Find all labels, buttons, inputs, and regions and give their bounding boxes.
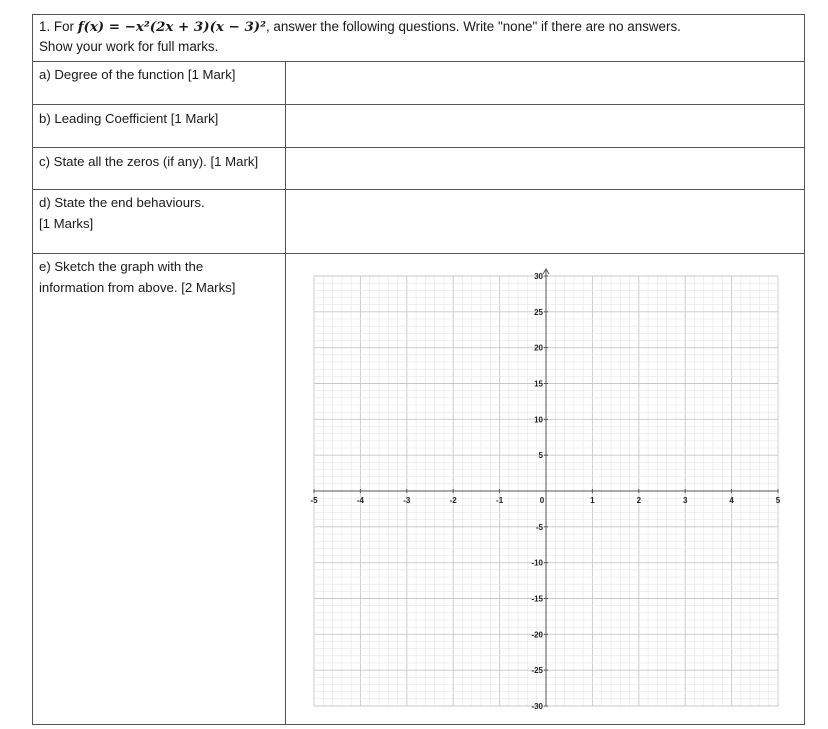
x-tick-label: 5	[775, 496, 781, 505]
part-d-label	[33, 190, 286, 253]
y-tick-label: 10	[534, 415, 543, 425]
part-e-graph-cell[interactable]	[286, 254, 804, 724]
part-a-label-line1: a) Degree of the function [1 Mark]	[39, 67, 236, 82]
part-c-label	[33, 148, 286, 189]
y-tick-label: 20	[534, 343, 543, 353]
part-d-answer-cell[interactable]	[286, 190, 804, 253]
y-tick-label: 15	[534, 379, 543, 389]
part-b-answer-cell[interactable]	[286, 105, 804, 147]
part-b-label	[33, 105, 286, 147]
question-header	[33, 15, 804, 61]
part-d-label-line2: [1 Marks]	[39, 216, 94, 231]
x-tick-label: 3	[682, 496, 688, 505]
function-expression: f(x) = −x²(2x + 3)(x − 3)²	[77, 19, 266, 35]
x-tick-label: -3	[403, 496, 411, 505]
part-e-label-line2: information from above. [2 Marks]	[39, 280, 236, 295]
part-e-label-line1: e) Sketch the graph with the	[39, 259, 204, 274]
x-tick-label: -4	[356, 496, 364, 505]
y-tick-label: 25	[534, 307, 543, 317]
part-a-answer-cell[interactable]	[286, 62, 804, 104]
y-tick-label: -30	[531, 702, 543, 711]
part-c-row	[33, 147, 804, 189]
worksheet-table	[32, 14, 805, 725]
part-c-answer-cell[interactable]	[286, 148, 804, 189]
x-tick-label: 4	[729, 496, 734, 505]
question-instructions: , answer the following questions. Write "none" if there are no answers.	[265, 19, 681, 34]
y-tick-label: -15	[531, 594, 543, 604]
part-b-label-line1: b) Leading Coefficient [1 Mark]	[39, 111, 219, 126]
x-tick-label: 1	[590, 496, 595, 505]
question-instructions-line2: Show your work for full marks.	[39, 39, 219, 54]
y-tick-label: 5	[538, 451, 543, 461]
part-c-label-line1: c) State all the zeros (if any). [1 Mark]	[39, 154, 259, 169]
x-tick-label: -1	[496, 496, 504, 505]
part-e-label	[33, 254, 286, 724]
x-tick-label: 2	[636, 496, 642, 505]
y-tick-label: -10	[531, 558, 543, 568]
part-a-label	[33, 62, 286, 104]
question-text	[33, 15, 804, 57]
part-a-row	[33, 61, 804, 104]
x-tick-label: -5	[310, 496, 318, 505]
y-tick-label: -20	[531, 630, 543, 640]
x-tick-label: -2	[449, 496, 457, 505]
y-tick-label: -25	[531, 666, 543, 676]
coordinate-grid[interactable]	[286, 254, 805, 725]
part-b-row	[33, 104, 804, 147]
part-e-row	[33, 253, 804, 724]
y-tick-label: 30	[534, 272, 543, 281]
part-d-row	[33, 189, 804, 253]
part-d-label-line1: d) State the end behaviours.	[39, 195, 205, 210]
y-tick-label: -5	[535, 522, 543, 532]
question-number: 1. For	[39, 19, 74, 34]
x-tick-label: 0	[539, 496, 545, 505]
